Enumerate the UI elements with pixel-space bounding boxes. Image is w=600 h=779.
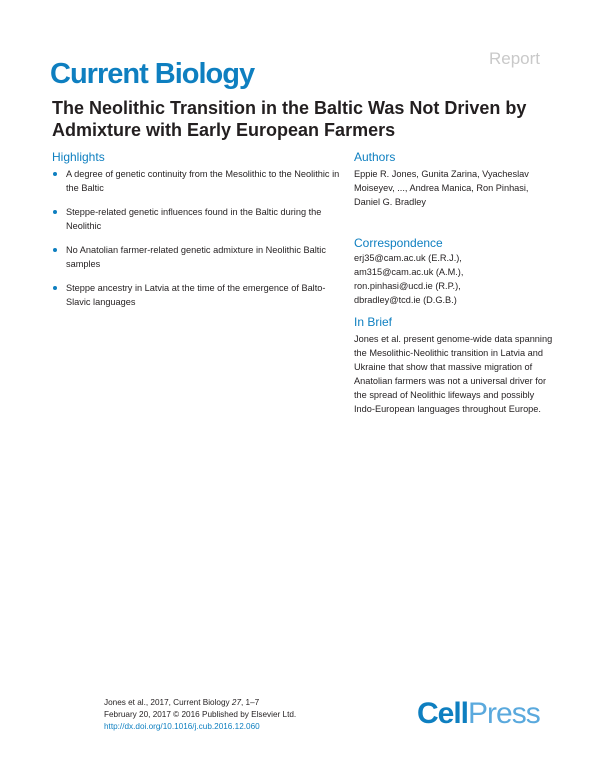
bullet-icon	[53, 248, 57, 252]
highlights-list	[52, 167, 342, 319]
highlight-item: A degree of genetic continuity from the Mesolithic to the Neolithic in the Baltic	[52, 167, 342, 195]
doi-link[interactable]: http://dx.doi.org/10.1016/j.cub.2016.12.060	[104, 722, 260, 731]
bullet-icon	[53, 172, 57, 176]
logo-part-cell: Cell	[417, 697, 469, 730]
report-label: Report	[488, 49, 540, 68]
article-title: The Neolithic Transition in the Baltic Was Not Driven by Admixture with Early European Farmers	[52, 98, 527, 140]
correspondence-list	[354, 251, 554, 307]
volume-number: 27	[231, 698, 241, 707]
authors-heading: Authors	[354, 150, 396, 164]
highlights-heading: Highlights	[52, 150, 105, 164]
highlight-item: Steppe ancestry in Latvia at the time of the emergence of Balto-Slavic languages	[52, 281, 342, 309]
bullet-icon	[53, 210, 57, 214]
email-link[interactable]: ron.pinhasi@ucd.ie (R.P.),	[354, 281, 461, 291]
bullet-icon	[53, 286, 57, 290]
in-brief-text: Jones et al. present genome-wide data spanning the Mesolithic-Neolithic transition in Latvia and Ukraine that show that massive migration of Anatolian farmers was not a universal driver for the spread of Neolithic lifeways and possibly Indo-European languages throughout Europe.	[354, 334, 553, 414]
cellpress-logo	[417, 697, 540, 733]
citation-footer	[104, 697, 296, 733]
citation-line: Jones et al., 2017, Current Biology 27, 1–7	[104, 698, 260, 707]
journal-name: Current Biology	[50, 58, 255, 90]
email-link[interactable]: erj35@cam.ac.uk (E.R.J.),	[354, 253, 462, 263]
in-brief-heading: In Brief	[354, 315, 393, 329]
email-link[interactable]: dbradley@tcd.ie (D.G.B.)	[354, 295, 457, 305]
email-link[interactable]: am315@cam.ac.uk (A.M.),	[354, 267, 464, 277]
highlight-item: No Anatolian farmer-related genetic admixture in Neolithic Baltic samples	[52, 243, 342, 271]
highlight-item: Steppe-related genetic influences found in the Baltic during the Neolithic	[52, 205, 342, 233]
correspondence-heading: Correspondence	[354, 236, 443, 250]
logo-part-press: Press	[468, 697, 540, 730]
date-line: February 20, 2017 © 2016 Published by Elsevier Ltd.	[104, 710, 297, 719]
authors-list: Eppie R. Jones, Gunita Zarina, Vyacheslav Moiseyev, ..., Andrea Manica, Ron Pinhasi, Daniel G. Bradley	[354, 169, 529, 207]
